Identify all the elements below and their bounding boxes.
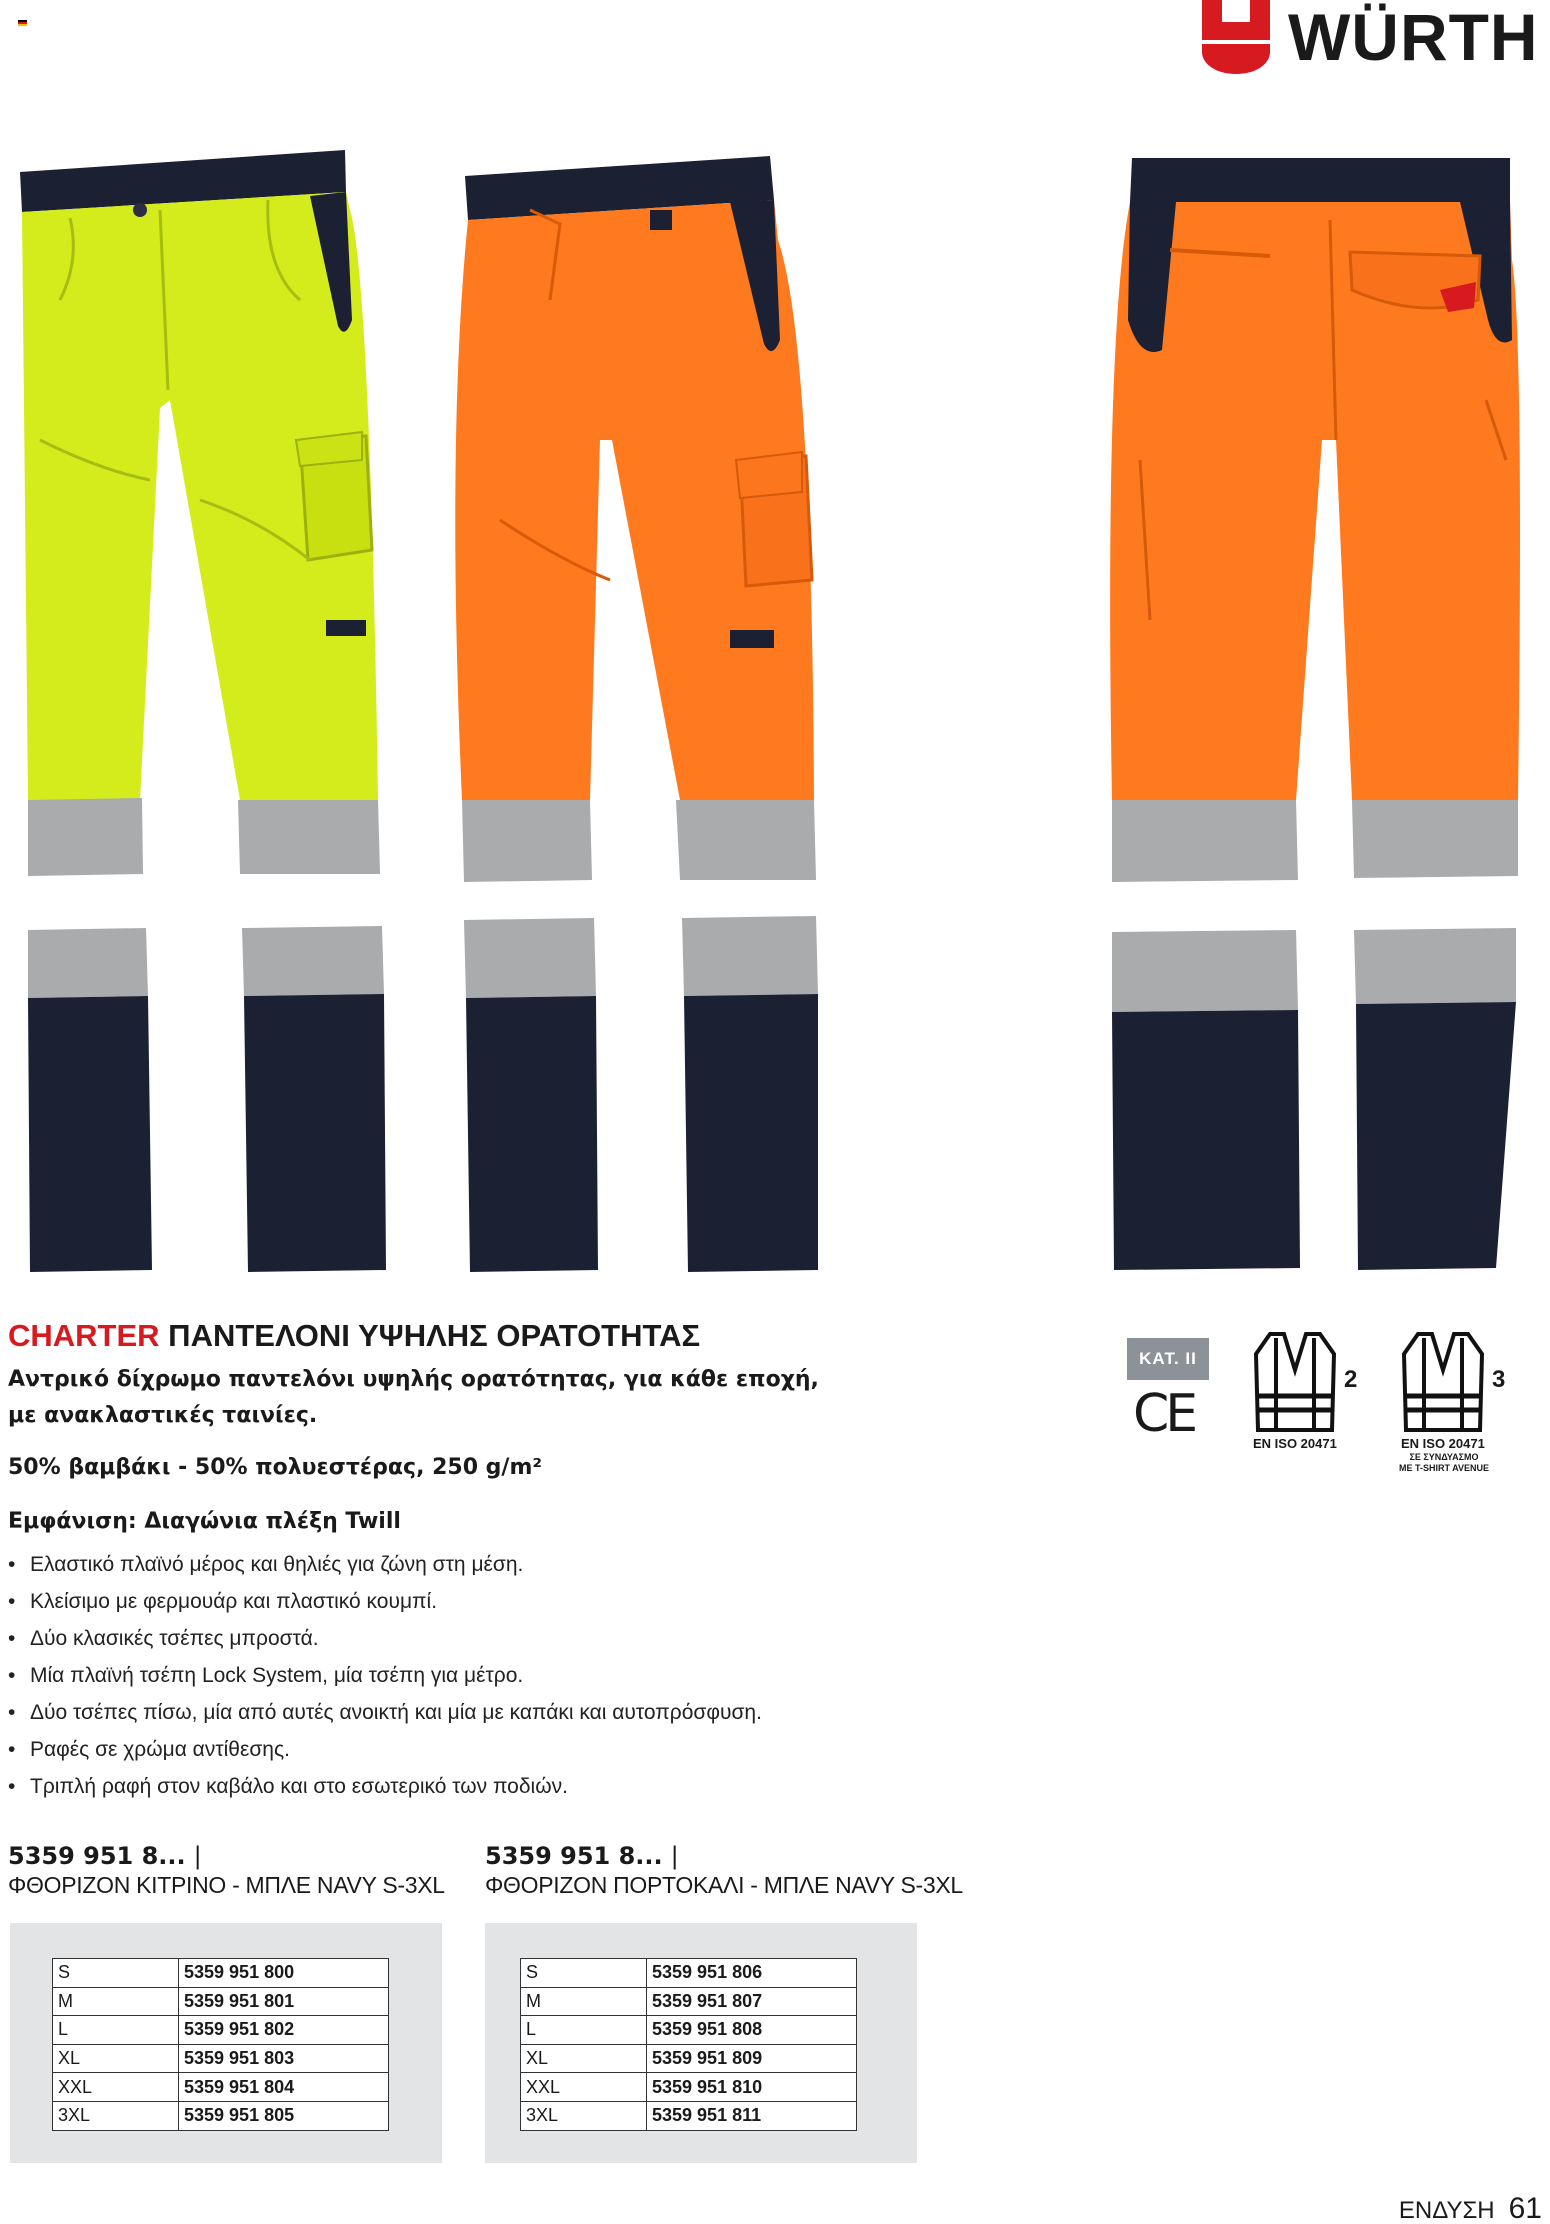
code-cell: 5359 951 806 — [647, 1959, 857, 1988]
table-row — [53, 1987, 389, 2016]
footer-section: ΕΝΔΥΣΗ — [1398, 2197, 1495, 2224]
table-row — [521, 2101, 857, 2130]
feature-item: • Δύο κλασικές τσέπες μπροστά. — [8, 1620, 762, 1657]
size-table-yellow — [52, 1958, 389, 2131]
pant-orange-back — [1110, 158, 1520, 1270]
code-cell: 5359 951 809 — [647, 2044, 857, 2073]
appearance-heading: Εμφάνιση: Διαγώνια πλέξη Twill — [8, 1509, 401, 1534]
variant-code-yellow — [8, 1842, 202, 1870]
page-number: 61 — [1508, 2192, 1542, 2224]
table-row — [53, 2101, 389, 2130]
code-cell: 5359 951 805 — [179, 2101, 389, 2130]
product-brand-word: CHARTER — [8, 1318, 160, 1353]
product-title-rest: ΠΑΝΤΕΛΟΝΙ ΥΨΗΛΗΣ ΟΡΑΤΟΤΗΤΑΣ — [159, 1318, 701, 1353]
table-row — [521, 2016, 857, 2045]
variant-separator: | — [193, 1842, 202, 1870]
vest-class-2: 2 — [1344, 1366, 1358, 1393]
size-cell: M — [521, 1987, 647, 2016]
size-cell: 3XL — [521, 2101, 647, 2130]
table-row — [521, 1959, 857, 1988]
variant-code-orange — [485, 1842, 679, 1870]
size-cell: M — [53, 1987, 179, 2016]
table-row — [521, 2044, 857, 2073]
variant-color-yellow: ΦΘΟΡΙΖΟΝ ΚΙΤΡΙΝΟ - ΜΠΛΕ NAVY S-3XL — [8, 1872, 445, 1898]
size-cell: XL — [521, 2044, 647, 2073]
logo-wordmark: WÜRTH — [1288, 0, 1539, 74]
code-cell: 5359 951 810 — [647, 2073, 857, 2102]
feature-item: • Μία πλαϊνή τσέπη Lock System, μία τσέπη για μέτρο. — [8, 1657, 762, 1694]
table-row — [521, 2073, 857, 2102]
feature-item: • Κλείσιμο με φερμουάρ και πλαστικό κουμπί. — [8, 1583, 762, 1620]
ce-mark: CE — [1133, 1384, 1195, 1444]
vest-standard-2: EN ISO 20471 — [1253, 1436, 1337, 1451]
table-row — [53, 2073, 389, 2102]
product-subtitle-line-1: Αντρικό δίχρωμο παντελόνι υψηλής ορατότητας, για κάθε εποχή, — [8, 1367, 819, 1392]
table-row — [521, 1987, 857, 2016]
table-row — [53, 2016, 389, 2045]
product-photos — [0, 140, 1550, 1280]
pant-orange-front — [455, 156, 818, 1272]
pant-yellow-front — [20, 150, 386, 1272]
category-badge: KAT. II — [1127, 1338, 1209, 1380]
feature-item: • Ελαστικό πλαϊνό μέρος και θηλιές για ζώνη στη μέση. — [8, 1546, 762, 1583]
code-cell: 5359 951 807 — [647, 1987, 857, 2016]
hi-vis-vest-icon — [1400, 1330, 1486, 1434]
size-cell: S — [53, 1959, 179, 1988]
variant-code: 5359 951 8... — [8, 1842, 186, 1870]
size-cell: L — [521, 2016, 647, 2045]
code-cell: 5359 951 800 — [179, 1959, 389, 1988]
table-row — [53, 2044, 389, 2073]
code-cell: 5359 951 803 — [179, 2044, 389, 2073]
wurth-logo-mark-icon — [1200, 0, 1272, 76]
vest-combo-note-line-2: ΜΕ T-SHIRT AVENUE — [1398, 1463, 1489, 1473]
code-cell: 5359 951 811 — [647, 2101, 857, 2130]
vest-standard-3: EN ISO 20471 — [1401, 1436, 1485, 1451]
feature-item: • Δύο τσέπες πίσω, μία από αυτές ανοικτή και μία με καπάκι και αυτοπρόσφυση. — [8, 1694, 762, 1731]
size-cell: L — [53, 2016, 179, 2045]
variant-code: 5359 951 8... — [485, 1842, 663, 1870]
code-cell: 5359 951 808 — [647, 2016, 857, 2045]
feature-item: • Ραφές σε χρώμα αντίθεσης. — [8, 1731, 762, 1768]
variant-separator: | — [670, 1842, 679, 1870]
size-cell: XXL — [53, 2073, 179, 2102]
vest-combo-note — [1396, 1452, 1492, 1474]
fabric-composition: 50% βαμβάκι - 50% πολυεστέρας, 250 g/m² — [8, 1455, 543, 1480]
size-box-yellow — [10, 1923, 442, 2163]
product-subtitle-line-2: με ανακλαστικές ταινίες. — [8, 1403, 318, 1428]
corner-flag-icon — [18, 20, 27, 26]
product-subtitle — [8, 1362, 868, 1434]
table-row — [53, 1959, 389, 1988]
wurth-logo — [1200, 0, 1550, 76]
size-cell: S — [521, 1959, 647, 1988]
feature-item: • Τριπλή ραφή στον καβάλο και στο εσωτερικό των ποδιών. — [8, 1768, 762, 1805]
vest-combo-note-line-1: ΣΕ ΣΥΝΔΥΑΣΜΟ — [1409, 1452, 1479, 1462]
product-title — [8, 1318, 700, 1354]
size-box-orange — [485, 1923, 917, 2163]
code-cell: 5359 951 801 — [179, 1987, 389, 2016]
hi-vis-vest-icon — [1252, 1330, 1338, 1434]
size-table-orange — [520, 1958, 857, 2131]
variant-color-orange: ΦΘΟΡΙΖΟΝ ΠΟΡΤΟΚΑΛΙ - ΜΠΛΕ NAVY S-3XL — [485, 1872, 963, 1898]
size-cell: 3XL — [53, 2101, 179, 2130]
feature-list — [8, 1546, 762, 1805]
page-footer — [1399, 2192, 1542, 2224]
code-cell: 5359 951 804 — [179, 2073, 389, 2102]
size-cell: XXL — [521, 2073, 647, 2102]
vest-class-3: 3 — [1492, 1366, 1506, 1393]
size-cell: XL — [53, 2044, 179, 2073]
code-cell: 5359 951 802 — [179, 2016, 389, 2045]
